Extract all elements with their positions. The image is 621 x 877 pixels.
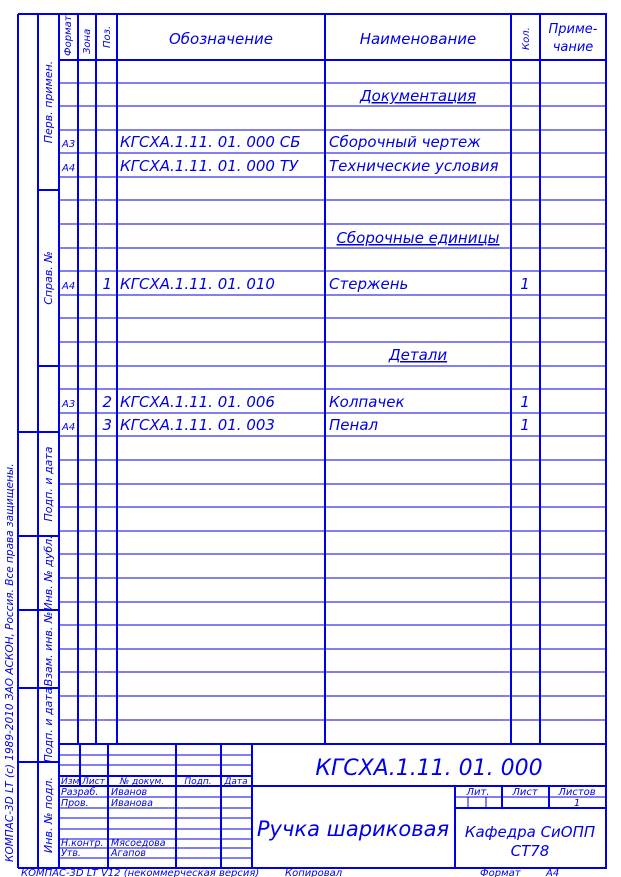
row-name: Пенал bbox=[329, 416, 379, 434]
section-assembly-units: Сборочные единицы bbox=[336, 229, 500, 247]
row-pos: 2 bbox=[102, 393, 112, 411]
row-format: А4 bbox=[62, 281, 76, 292]
org-line1: Кафедра СиОПП bbox=[464, 823, 596, 841]
doc-number: КГСХА.1.11. 01. 000 bbox=[315, 756, 543, 781]
razrab-name: Иванов bbox=[111, 787, 148, 798]
row-name: Сборочный чертеж bbox=[329, 133, 481, 151]
table-row bbox=[61, 416, 530, 434]
row-qty: 1 bbox=[520, 416, 530, 434]
margin-podp-data-2: Подп. и дата bbox=[42, 687, 55, 763]
row-designation: КГСХА.1.11. 01. 003 bbox=[120, 416, 275, 434]
row-pos: 1 bbox=[102, 275, 112, 293]
row-format: А4 bbox=[62, 422, 76, 433]
row-format: А4 bbox=[62, 163, 76, 174]
row-format: А3 bbox=[62, 399, 76, 410]
table-row bbox=[61, 133, 481, 151]
header-qty: Кол. bbox=[521, 27, 532, 50]
footer-format-value: А4 bbox=[546, 868, 560, 877]
row-designation: КГСХА.1.11. 01. 010 bbox=[120, 275, 275, 293]
product-name: Ручка шариковая bbox=[256, 817, 450, 841]
table-row bbox=[61, 393, 530, 411]
col-izm: Изм. bbox=[61, 777, 83, 787]
header-designation: Обозначение bbox=[168, 30, 274, 48]
footer-format-label: Формат bbox=[480, 868, 521, 877]
header-note-line2: чание bbox=[552, 40, 594, 55]
org-line2: СТ78 bbox=[510, 842, 550, 860]
col-date: Дата bbox=[224, 777, 248, 787]
lit-label: Лит. bbox=[466, 787, 490, 798]
col-doc: № докум. bbox=[119, 777, 165, 787]
col-podp: Подп. bbox=[184, 777, 212, 787]
row-pos: 3 bbox=[102, 416, 112, 434]
col-list: Лист bbox=[82, 777, 105, 787]
table-row bbox=[61, 157, 498, 175]
margin-sprav-no: Справ. № bbox=[42, 251, 55, 305]
list-label: Лист bbox=[512, 787, 538, 798]
prov-name: Иванова bbox=[111, 798, 153, 809]
margin-perv-primen: Перв. примен. bbox=[42, 60, 55, 144]
row-name: Стержень bbox=[329, 275, 409, 293]
row-format: А3 bbox=[62, 139, 76, 150]
header-format: Формат bbox=[63, 15, 74, 56]
row-designation: КГСХА.1.11. 01. 006 bbox=[120, 393, 275, 411]
margin-copyright: КОМПАС-3D LT (с) 1989-2010 ЗАО АСКОН, Россия. Все права защищены. bbox=[4, 463, 16, 862]
utv-label: Утв. bbox=[61, 848, 81, 859]
header-note-line1: Приме- bbox=[548, 22, 598, 37]
margin-podp-data-1: Подп. и дата bbox=[42, 446, 55, 522]
margin-inv-dubl: Инв. № дубл. bbox=[42, 535, 55, 611]
row-qty: 1 bbox=[520, 275, 530, 293]
listov-value: 1 bbox=[573, 798, 581, 809]
prov-label: Пров. bbox=[61, 798, 89, 809]
margin-vzam-inv: Взам. инв. № bbox=[42, 611, 55, 687]
nkontr-label: Н.контр. bbox=[61, 838, 104, 849]
row-designation: КГСХА.1.11. 01. 000 СБ bbox=[120, 133, 301, 151]
header-zone: Зона bbox=[82, 28, 93, 54]
footer-software: КОМПАС-3D LT V12 (некоммерческая версия) bbox=[21, 868, 260, 877]
table-row bbox=[61, 275, 530, 293]
utv-name: Агапов bbox=[111, 848, 146, 859]
footer-copied: Копировал bbox=[285, 868, 343, 877]
row-name: Технические условия bbox=[329, 157, 499, 175]
header-name: Наименование bbox=[359, 30, 477, 48]
nkontr-name: Мясоедова bbox=[111, 838, 166, 849]
margin-inv-podl: Инв. № подл. bbox=[42, 777, 55, 853]
razrab-label: Разраб. bbox=[61, 787, 99, 798]
header-pos: Поз. bbox=[102, 25, 113, 48]
row-designation: КГСХА.1.11. 01. 000 ТУ bbox=[120, 157, 299, 175]
row-qty: 1 bbox=[520, 393, 530, 411]
listov-label: Листов bbox=[558, 787, 596, 798]
section-documentation: Документация bbox=[359, 87, 477, 105]
row-name: Колпачек bbox=[329, 393, 405, 411]
section-parts: Детали bbox=[388, 346, 448, 364]
